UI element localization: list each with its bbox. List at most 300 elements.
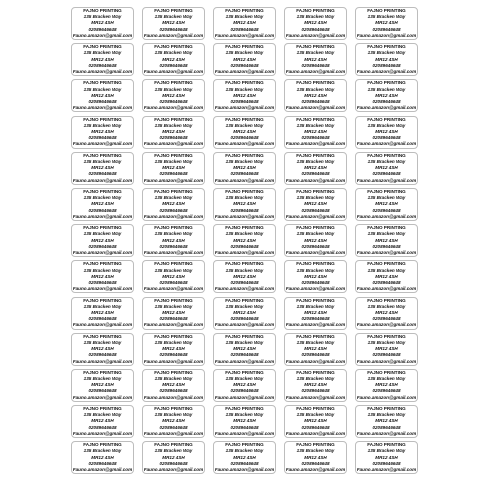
label-street-line: 135 Bracken Way [83, 50, 122, 56]
address-label [142, 333, 205, 366]
label-name-line: FAJNO PRINTING [83, 442, 122, 448]
label-phone-line: 02089646648 [230, 98, 259, 104]
label-email-line: Fauno.amazon@gmail.com [356, 430, 417, 436]
label-email-line: Fauno.amazon@gmail.com [214, 141, 275, 147]
label-name-line: FAJNO PRINTING [225, 297, 264, 303]
address-label [213, 224, 276, 257]
label-postcode-line: MR12 4SH [304, 201, 327, 207]
label-street-line: 135 Bracken Way [296, 412, 335, 418]
label-email-line: Fauno.amazon@gmail.com [72, 394, 133, 400]
label-postcode-line: MR12 4SH [91, 418, 114, 424]
label-phone-line: 02089646648 [159, 352, 188, 358]
label-postcode-line: MR12 4SH [162, 346, 185, 352]
label-name-line: FAJNO PRINTING [296, 442, 335, 448]
label-email-line: Fauno.amazon@gmail.com [143, 249, 204, 255]
address-label [355, 369, 418, 402]
label-phone-line: 02089646648 [88, 98, 117, 104]
label-email-line: Fauno.amazon@gmail.com [356, 322, 417, 328]
label-postcode-line: MR12 4SH [91, 382, 114, 388]
label-postcode-line: MR12 4SH [162, 418, 185, 424]
label-email-line: Fauno.amazon@gmail.com [72, 213, 133, 219]
label-street-line: 135 Bracken Way [83, 195, 122, 201]
label-name-line: FAJNO PRINTING [83, 8, 122, 13]
label-email-line: Fauno.amazon@gmail.com [214, 394, 275, 400]
label-phone-line: 02089646648 [88, 135, 117, 141]
label-email-line: Fauno.amazon@gmail.com [285, 177, 346, 183]
label-street-line: 135 Bracken Way [83, 448, 122, 454]
label-street-line: 135 Bracken Way [225, 267, 264, 273]
address-label [213, 43, 276, 76]
label-phone-line: 02089646648 [88, 388, 117, 394]
address-label [142, 297, 205, 330]
label-phone-line: 02089646648 [372, 171, 401, 177]
label-email-line: Fauno.amazon@gmail.com [143, 322, 204, 328]
label-name-line: FAJNO PRINTING [367, 44, 406, 50]
label-name-line: FAJNO PRINTING [367, 80, 406, 86]
label-email-line: Fauno.amazon@gmail.com [285, 358, 346, 364]
label-postcode-line: MR12 4SH [91, 346, 114, 352]
label-street-line: 135 Bracken Way [367, 14, 406, 20]
label-email-line: Fauno.amazon@gmail.com [356, 467, 417, 473]
label-street-line: 135 Bracken Way [154, 86, 193, 92]
label-phone-line: 02089646648 [301, 352, 330, 358]
label-phone-line: 02089646648 [230, 26, 259, 32]
address-label [142, 43, 205, 76]
label-street-line: 135 Bracken Way [154, 412, 193, 418]
label-email-line: Fauno.amazon@gmail.com [214, 430, 275, 436]
label-postcode-line: MR12 4SH [304, 237, 327, 243]
label-name-line: FAJNO PRINTING [225, 80, 264, 86]
address-label [355, 224, 418, 257]
label-street-line: 135 Bracken Way [225, 158, 264, 164]
label-name-line: FAJNO PRINTING [83, 261, 122, 267]
label-street-line: 135 Bracken Way [83, 267, 122, 273]
label-email-line: Fauno.amazon@gmail.com [285, 69, 346, 74]
address-label [284, 43, 347, 76]
label-postcode-line: MR12 4SH [91, 201, 114, 207]
label-name-line: FAJNO PRINTING [83, 116, 122, 122]
label-email-line: Fauno.amazon@gmail.com [72, 32, 133, 38]
label-name-line: FAJNO PRINTING [367, 225, 406, 231]
label-postcode-line: MR12 4SH [375, 309, 398, 315]
label-phone-line: 02089646648 [372, 279, 401, 285]
label-postcode-line: MR12 4SH [233, 273, 256, 279]
label-phone-line: 02089646648 [372, 62, 401, 68]
label-name-line: FAJNO PRINTING [367, 152, 406, 158]
label-email-line: Fauno.amazon@gmail.com [214, 322, 275, 328]
label-street-line: 135 Bracken Way [225, 14, 264, 20]
label-email-line: Fauno.amazon@gmail.com [285, 141, 346, 147]
label-street-line: 135 Bracken Way [296, 195, 335, 201]
label-name-line: FAJNO PRINTING [296, 116, 335, 122]
label-email-line: Fauno.amazon@gmail.com [72, 141, 133, 147]
label-email-line: Fauno.amazon@gmail.com [356, 249, 417, 255]
label-email-line: Fauno.amazon@gmail.com [214, 177, 275, 183]
label-email-line: Fauno.amazon@gmail.com [214, 467, 275, 473]
label-street-line: 135 Bracken Way [154, 195, 193, 201]
label-postcode-line: MR12 4SH [91, 273, 114, 279]
label-name-line: FAJNO PRINTING [225, 188, 264, 194]
label-grid [71, 7, 418, 474]
label-name-line: FAJNO PRINTING [225, 116, 264, 122]
address-label [142, 152, 205, 185]
label-street-line: 135 Bracken Way [367, 448, 406, 454]
label-street-line: 135 Bracken Way [225, 376, 264, 382]
label-phone-line: 02089646648 [88, 243, 117, 249]
label-street-line: 135 Bracken Way [367, 50, 406, 56]
label-postcode-line: MR12 4SH [233, 346, 256, 352]
address-label [213, 369, 276, 402]
label-email-line: Fauno.amazon@gmail.com [356, 141, 417, 147]
label-phone-line: 02089646648 [301, 279, 330, 285]
address-label [355, 116, 418, 149]
label-postcode-line: MR12 4SH [91, 128, 114, 134]
label-postcode-line: MR12 4SH [162, 237, 185, 243]
label-email-line: Fauno.amazon@gmail.com [143, 213, 204, 219]
address-label [284, 116, 347, 149]
address-label [355, 333, 418, 366]
label-email-line: Fauno.amazon@gmail.com [356, 358, 417, 364]
label-street-line: 135 Bracken Way [367, 267, 406, 273]
label-name-line: FAJNO PRINTING [296, 369, 335, 375]
label-street-line: 135 Bracken Way [367, 195, 406, 201]
address-label [355, 260, 418, 293]
label-email-line: Fauno.amazon@gmail.com [72, 69, 133, 74]
address-label [284, 297, 347, 330]
label-street-line: 135 Bracken Way [83, 14, 122, 20]
address-label [213, 152, 276, 185]
address-label [284, 405, 347, 438]
label-phone-line: 02089646648 [301, 98, 330, 104]
address-label [355, 79, 418, 112]
label-email-line: Fauno.amazon@gmail.com [285, 213, 346, 219]
address-label [142, 116, 205, 149]
label-postcode-line: MR12 4SH [304, 346, 327, 352]
label-postcode-line: MR12 4SH [162, 382, 185, 388]
label-phone-line: 02089646648 [88, 460, 117, 466]
label-postcode-line: MR12 4SH [162, 20, 185, 26]
label-name-line: FAJNO PRINTING [367, 116, 406, 122]
label-name-line: FAJNO PRINTING [83, 369, 122, 375]
label-postcode-line: MR12 4SH [91, 454, 114, 460]
label-postcode-line: MR12 4SH [304, 20, 327, 26]
label-name-line: FAJNO PRINTING [367, 406, 406, 412]
label-postcode-line: MR12 4SH [233, 92, 256, 98]
label-name-line: FAJNO PRINTING [83, 44, 122, 50]
address-label [213, 333, 276, 366]
address-label [355, 43, 418, 76]
address-label [213, 7, 276, 40]
label-email-line: Fauno.amazon@gmail.com [143, 105, 204, 111]
label-street-line: 135 Bracken Way [83, 231, 122, 237]
address-label [213, 79, 276, 112]
label-street-line: 135 Bracken Way [296, 14, 335, 20]
label-phone-line: 02089646648 [301, 424, 330, 430]
address-label [142, 260, 205, 293]
label-postcode-line: MR12 4SH [375, 20, 398, 26]
label-name-line: FAJNO PRINTING [225, 442, 264, 448]
label-email-line: Fauno.amazon@gmail.com [285, 32, 346, 38]
address-label [284, 188, 347, 221]
label-name-line: FAJNO PRINTING [83, 188, 122, 194]
label-email-line: Fauno.amazon@gmail.com [214, 105, 275, 111]
label-name-line: FAJNO PRINTING [154, 406, 193, 412]
label-phone-line: 02089646648 [88, 279, 117, 285]
address-label [213, 260, 276, 293]
label-phone-line: 02089646648 [372, 26, 401, 32]
label-name-line: FAJNO PRINTING [154, 188, 193, 194]
label-postcode-line: MR12 4SH [375, 56, 398, 62]
address-label [213, 116, 276, 149]
label-name-line: FAJNO PRINTING [154, 80, 193, 86]
label-name-line: FAJNO PRINTING [154, 8, 193, 13]
label-street-line: 135 Bracken Way [83, 376, 122, 382]
label-postcode-line: MR12 4SH [233, 56, 256, 62]
label-street-line: 135 Bracken Way [225, 122, 264, 128]
label-phone-line: 02089646648 [88, 62, 117, 68]
address-label [71, 188, 134, 221]
address-label [284, 369, 347, 402]
label-phone-line: 02089646648 [230, 279, 259, 285]
label-postcode-line: MR12 4SH [304, 56, 327, 62]
label-phone-line: 02089646648 [301, 171, 330, 177]
label-email-line: Fauno.amazon@gmail.com [285, 430, 346, 436]
label-street-line: 135 Bracken Way [367, 158, 406, 164]
label-phone-line: 02089646648 [88, 424, 117, 430]
address-label [142, 224, 205, 257]
label-postcode-line: MR12 4SH [91, 20, 114, 26]
label-name-line: FAJNO PRINTING [225, 406, 264, 412]
address-label [355, 297, 418, 330]
label-phone-line: 02089646648 [230, 352, 259, 358]
label-postcode-line: MR12 4SH [304, 165, 327, 171]
label-postcode-line: MR12 4SH [375, 201, 398, 207]
label-postcode-line: MR12 4SH [304, 128, 327, 134]
label-postcode-line: MR12 4SH [162, 165, 185, 171]
address-label [71, 116, 134, 149]
label-email-line: Fauno.amazon@gmail.com [143, 467, 204, 473]
label-phone-line: 02089646648 [301, 62, 330, 68]
label-phone-line: 02089646648 [159, 62, 188, 68]
label-phone-line: 02089646648 [88, 171, 117, 177]
label-postcode-line: MR12 4SH [162, 201, 185, 207]
label-email-line: Fauno.amazon@gmail.com [356, 213, 417, 219]
label-phone-line: 02089646648 [88, 207, 117, 213]
label-name-line: FAJNO PRINTING [154, 442, 193, 448]
address-label [71, 7, 134, 40]
label-phone-line: 02089646648 [159, 316, 188, 322]
address-label [142, 405, 205, 438]
label-phone-line: 02089646648 [301, 243, 330, 249]
label-name-line: FAJNO PRINTING [296, 188, 335, 194]
label-name-line: FAJNO PRINTING [83, 225, 122, 231]
label-email-line: Fauno.amazon@gmail.com [72, 249, 133, 255]
label-phone-line: 02089646648 [159, 171, 188, 177]
label-postcode-line: MR12 4SH [91, 309, 114, 315]
label-street-line: 135 Bracken Way [154, 303, 193, 309]
label-postcode-line: MR12 4SH [304, 382, 327, 388]
label-postcode-line: MR12 4SH [162, 309, 185, 315]
label-name-line: FAJNO PRINTING [296, 297, 335, 303]
label-postcode-line: MR12 4SH [375, 273, 398, 279]
label-email-line: Fauno.amazon@gmail.com [356, 32, 417, 38]
label-street-line: 135 Bracken Way [225, 448, 264, 454]
label-name-line: FAJNO PRINTING [154, 261, 193, 267]
label-postcode-line: MR12 4SH [304, 309, 327, 315]
label-postcode-line: MR12 4SH [375, 165, 398, 171]
address-label [142, 188, 205, 221]
label-phone-line: 02089646648 [159, 279, 188, 285]
label-email-line: Fauno.amazon@gmail.com [356, 286, 417, 292]
address-label [71, 260, 134, 293]
label-name-line: FAJNO PRINTING [225, 8, 264, 13]
label-postcode-line: MR12 4SH [375, 92, 398, 98]
label-postcode-line: MR12 4SH [233, 309, 256, 315]
label-email-line: Fauno.amazon@gmail.com [72, 358, 133, 364]
label-phone-line: 02089646648 [372, 98, 401, 104]
label-phone-line: 02089646648 [88, 352, 117, 358]
label-phone-line: 02089646648 [159, 135, 188, 141]
label-street-line: 135 Bracken Way [296, 303, 335, 309]
label-phone-line: 02089646648 [372, 243, 401, 249]
label-name-line: FAJNO PRINTING [296, 44, 335, 50]
label-phone-line: 02089646648 [159, 243, 188, 249]
label-postcode-line: MR12 4SH [233, 165, 256, 171]
label-email-line: Fauno.amazon@gmail.com [285, 105, 346, 111]
address-label [284, 441, 347, 474]
label-phone-line: 02089646648 [301, 135, 330, 141]
label-postcode-line: MR12 4SH [304, 454, 327, 460]
address-label [213, 441, 276, 474]
label-postcode-line: MR12 4SH [91, 165, 114, 171]
label-name-line: FAJNO PRINTING [225, 333, 264, 339]
label-street-line: 135 Bracken Way [154, 376, 193, 382]
label-name-line: FAJNO PRINTING [225, 44, 264, 50]
label-email-line: Fauno.amazon@gmail.com [72, 105, 133, 111]
label-street-line: 135 Bracken Way [225, 195, 264, 201]
label-email-line: Fauno.amazon@gmail.com [285, 286, 346, 292]
label-street-line: 135 Bracken Way [225, 412, 264, 418]
label-name-line: FAJNO PRINTING [296, 406, 335, 412]
label-name-line: FAJNO PRINTING [225, 369, 264, 375]
label-street-line: 135 Bracken Way [296, 86, 335, 92]
address-label [71, 369, 134, 402]
label-name-line: FAJNO PRINTING [83, 406, 122, 412]
label-street-line: 135 Bracken Way [367, 339, 406, 345]
label-phone-line: 02089646648 [372, 424, 401, 430]
label-email-line: Fauno.amazon@gmail.com [356, 394, 417, 400]
label-postcode-line: MR12 4SH [233, 454, 256, 460]
label-street-line: 135 Bracken Way [154, 448, 193, 454]
label-name-line: FAJNO PRINTING [367, 8, 406, 13]
address-label [284, 7, 347, 40]
label-street-line: 135 Bracken Way [296, 448, 335, 454]
label-email-line: Fauno.amazon@gmail.com [214, 358, 275, 364]
label-street-line: 135 Bracken Way [154, 267, 193, 273]
address-label [142, 7, 205, 40]
label-postcode-line: MR12 4SH [233, 201, 256, 207]
label-street-line: 135 Bracken Way [225, 303, 264, 309]
label-email-line: Fauno.amazon@gmail.com [356, 177, 417, 183]
label-email-line: Fauno.amazon@gmail.com [143, 394, 204, 400]
label-street-line: 135 Bracken Way [83, 339, 122, 345]
label-postcode-line: MR12 4SH [91, 237, 114, 243]
label-postcode-line: MR12 4SH [233, 418, 256, 424]
label-postcode-line: MR12 4SH [233, 382, 256, 388]
label-email-line: Fauno.amazon@gmail.com [143, 358, 204, 364]
label-phone-line: 02089646648 [372, 352, 401, 358]
label-street-line: 135 Bracken Way [225, 231, 264, 237]
address-label [71, 224, 134, 257]
label-street-line: 135 Bracken Way [225, 50, 264, 56]
label-name-line: FAJNO PRINTING [296, 225, 335, 231]
address-label [71, 152, 134, 185]
label-phone-line: 02089646648 [301, 316, 330, 322]
address-label [284, 333, 347, 366]
label-street-line: 135 Bracken Way [296, 267, 335, 273]
label-postcode-line: MR12 4SH [375, 382, 398, 388]
label-name-line: FAJNO PRINTING [296, 8, 335, 13]
label-street-line: 135 Bracken Way [154, 339, 193, 345]
label-name-line: FAJNO PRINTING [83, 80, 122, 86]
label-name-line: FAJNO PRINTING [154, 44, 193, 50]
label-name-line: FAJNO PRINTING [154, 225, 193, 231]
label-postcode-line: MR12 4SH [375, 454, 398, 460]
address-label [213, 405, 276, 438]
address-label [213, 188, 276, 221]
label-street-line: 135 Bracken Way [296, 122, 335, 128]
label-email-line: Fauno.amazon@gmail.com [214, 213, 275, 219]
address-label [71, 79, 134, 112]
label-street-line: 135 Bracken Way [154, 50, 193, 56]
label-postcode-line: MR12 4SH [304, 92, 327, 98]
label-phone-line: 02089646648 [301, 460, 330, 466]
label-phone-line: 02089646648 [230, 135, 259, 141]
label-street-line: 135 Bracken Way [83, 303, 122, 309]
label-email-line: Fauno.amazon@gmail.com [72, 467, 133, 473]
label-street-line: 135 Bracken Way [296, 339, 335, 345]
label-postcode-line: MR12 4SH [162, 56, 185, 62]
label-postcode-line: MR12 4SH [375, 237, 398, 243]
label-phone-line: 02089646648 [230, 243, 259, 249]
label-postcode-line: MR12 4SH [375, 418, 398, 424]
label-email-line: Fauno.amazon@gmail.com [285, 394, 346, 400]
label-email-line: Fauno.amazon@gmail.com [214, 286, 275, 292]
address-label [71, 405, 134, 438]
label-name-line: FAJNO PRINTING [296, 152, 335, 158]
address-label [71, 441, 134, 474]
label-email-line: Fauno.amazon@gmail.com [214, 32, 275, 38]
label-postcode-line: MR12 4SH [304, 418, 327, 424]
label-phone-line: 02089646648 [301, 388, 330, 394]
address-label [284, 224, 347, 257]
label-street-line: 135 Bracken Way [367, 412, 406, 418]
label-street-line: 135 Bracken Way [367, 376, 406, 382]
label-street-line: 135 Bracken Way [83, 122, 122, 128]
label-email-line: Fauno.amazon@gmail.com [143, 32, 204, 38]
label-street-line: 135 Bracken Way [367, 86, 406, 92]
label-name-line: FAJNO PRINTING [367, 188, 406, 194]
label-postcode-line: MR12 4SH [91, 56, 114, 62]
address-label [213, 297, 276, 330]
label-phone-line: 02089646648 [301, 207, 330, 213]
label-name-line: FAJNO PRINTING [296, 261, 335, 267]
label-phone-line: 02089646648 [372, 207, 401, 213]
label-name-line: FAJNO PRINTING [225, 152, 264, 158]
label-email-line: Fauno.amazon@gmail.com [72, 322, 133, 328]
address-label [355, 7, 418, 40]
label-phone-line: 02089646648 [159, 26, 188, 32]
